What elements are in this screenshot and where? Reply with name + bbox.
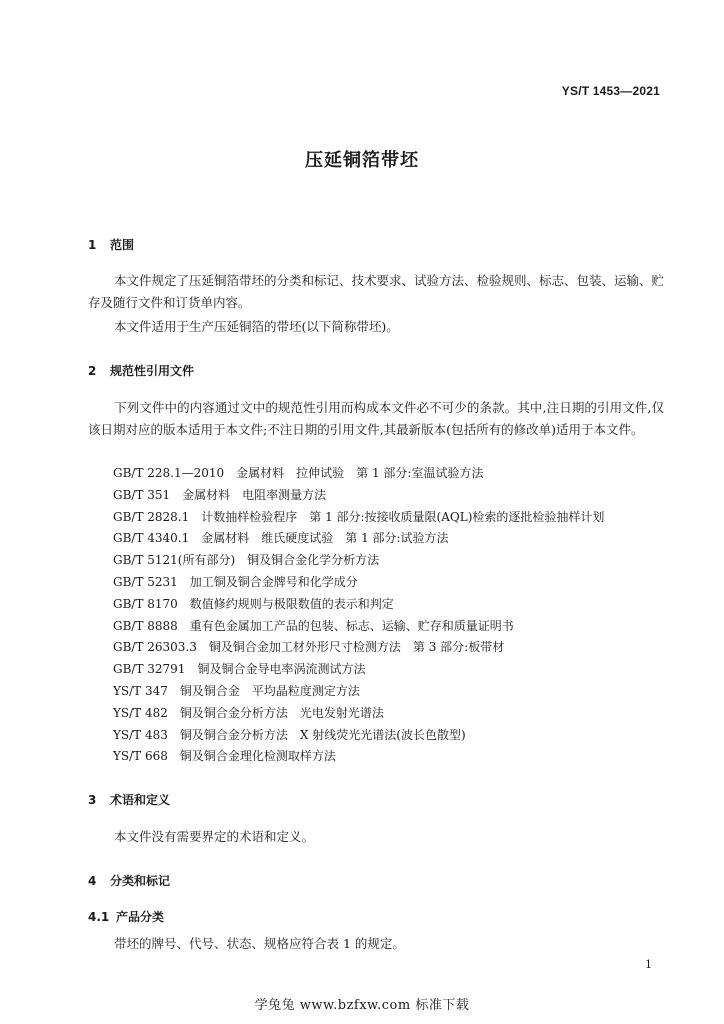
section-number: 4 <box>88 874 97 888</box>
page-number: 1 <box>645 958 652 971</box>
standard-code: YS/T 1453—2021 <box>561 84 660 98</box>
section-number: 1 <box>88 238 97 252</box>
reference-item: GB/T 228.1—2010 金属材料 拉伸试验 第 1 部分:室温试验方法 <box>113 466 484 480</box>
reference-item: YS/T 668 铜及铜合金理化检测取样方法 <box>113 749 336 764</box>
section-title: 术语和定义 <box>110 793 171 807</box>
watermark-footer: 学兔兔 www.bzfxw.com 标准下载 <box>254 998 470 1013</box>
reference-item: GB/T 8888 重有色金属加工产品的包装、标志、运输、贮存和质量证明书 <box>113 618 514 633</box>
section-4-heading <box>88 872 170 889</box>
reference-item: GB/T 8170 数值修约规则与极限数值的表示和判定 <box>113 596 394 611</box>
section-title: 分类和标记 <box>110 874 171 888</box>
reference-item: GB/T 26303.3 铜及铜合金加工材外形尺寸检测方法 第 3 部分:板带材 <box>113 640 505 655</box>
reference-item: GB/T 4340.1 金属材料 维氏硬度试验 第 1 部分:试验方法 <box>113 531 449 546</box>
reference-item: GB/T 5121(所有部分) 铜及铜合金化学分析方法 <box>113 553 380 568</box>
section-number: 3 <box>88 793 97 807</box>
reference-item: GB/T 351 金属材料 电阻率测量方法 <box>113 487 327 502</box>
subsection-4-1-heading <box>88 908 164 925</box>
scope-paragraph-1: 本文件规定了压延铜箔带坯的分类和标记、技术要求、试验方法、检验规则、标志、包装、运输、贮存及随行文件和订货单内容。 <box>88 273 665 310</box>
section-title: 范围 <box>110 238 135 252</box>
reference-item: GB/T 2828.1 计数抽样检验程序 第 1 部分:按接收质量限(AQL)检索的逐批检验抽样计划 <box>113 509 605 524</box>
references-intro: 下列文件中的内容通过文中的规范性引用而构成本文件必不可少的条款。其中,注日期的引用文件,仅该日期对应的版本适用于本文件;不注日期的引用文件,其最新版本(包括所有的修改单)适用于本文件。 <box>88 400 664 437</box>
reference-item: YS/T 482 铜及铜合金分析方法 光电发射光谱法 <box>113 705 384 720</box>
subsection-title: 产品分类 <box>116 910 165 924</box>
terms-paragraph: 本文件没有需要界定的术语和定义。 <box>114 829 315 844</box>
section-1-heading <box>88 236 134 253</box>
reference-item: YS/T 483 铜及铜合金分析方法 X 射线荧光光谱法(波长色散型) <box>113 727 466 742</box>
classification-paragraph: 带坯的牌号、代号、状态、规格应符合表 1 的规定。 <box>114 936 405 951</box>
reference-item: YS/T 347 铜及铜合金 平均晶粒度测定方法 <box>113 683 360 698</box>
subsection-number: 4.1 <box>88 910 110 924</box>
section-3-heading <box>88 791 170 808</box>
scope-paragraph-2: 本文件适用于生产压延铜箔的带坯(以下简称带坯)。 <box>114 319 399 334</box>
section-2-heading <box>88 362 194 379</box>
section-number: 2 <box>88 364 97 378</box>
reference-item: GB/T 5231 加工铜及铜合金牌号和化学成分 <box>113 574 358 589</box>
section-title: 规范性引用文件 <box>110 364 195 378</box>
reference-item: GB/T 32791 铜及铜合金导电率涡流测试方法 <box>113 662 366 677</box>
normative-reference-list <box>113 463 604 768</box>
document-title: 压延铜箔带坯 <box>305 150 419 171</box>
